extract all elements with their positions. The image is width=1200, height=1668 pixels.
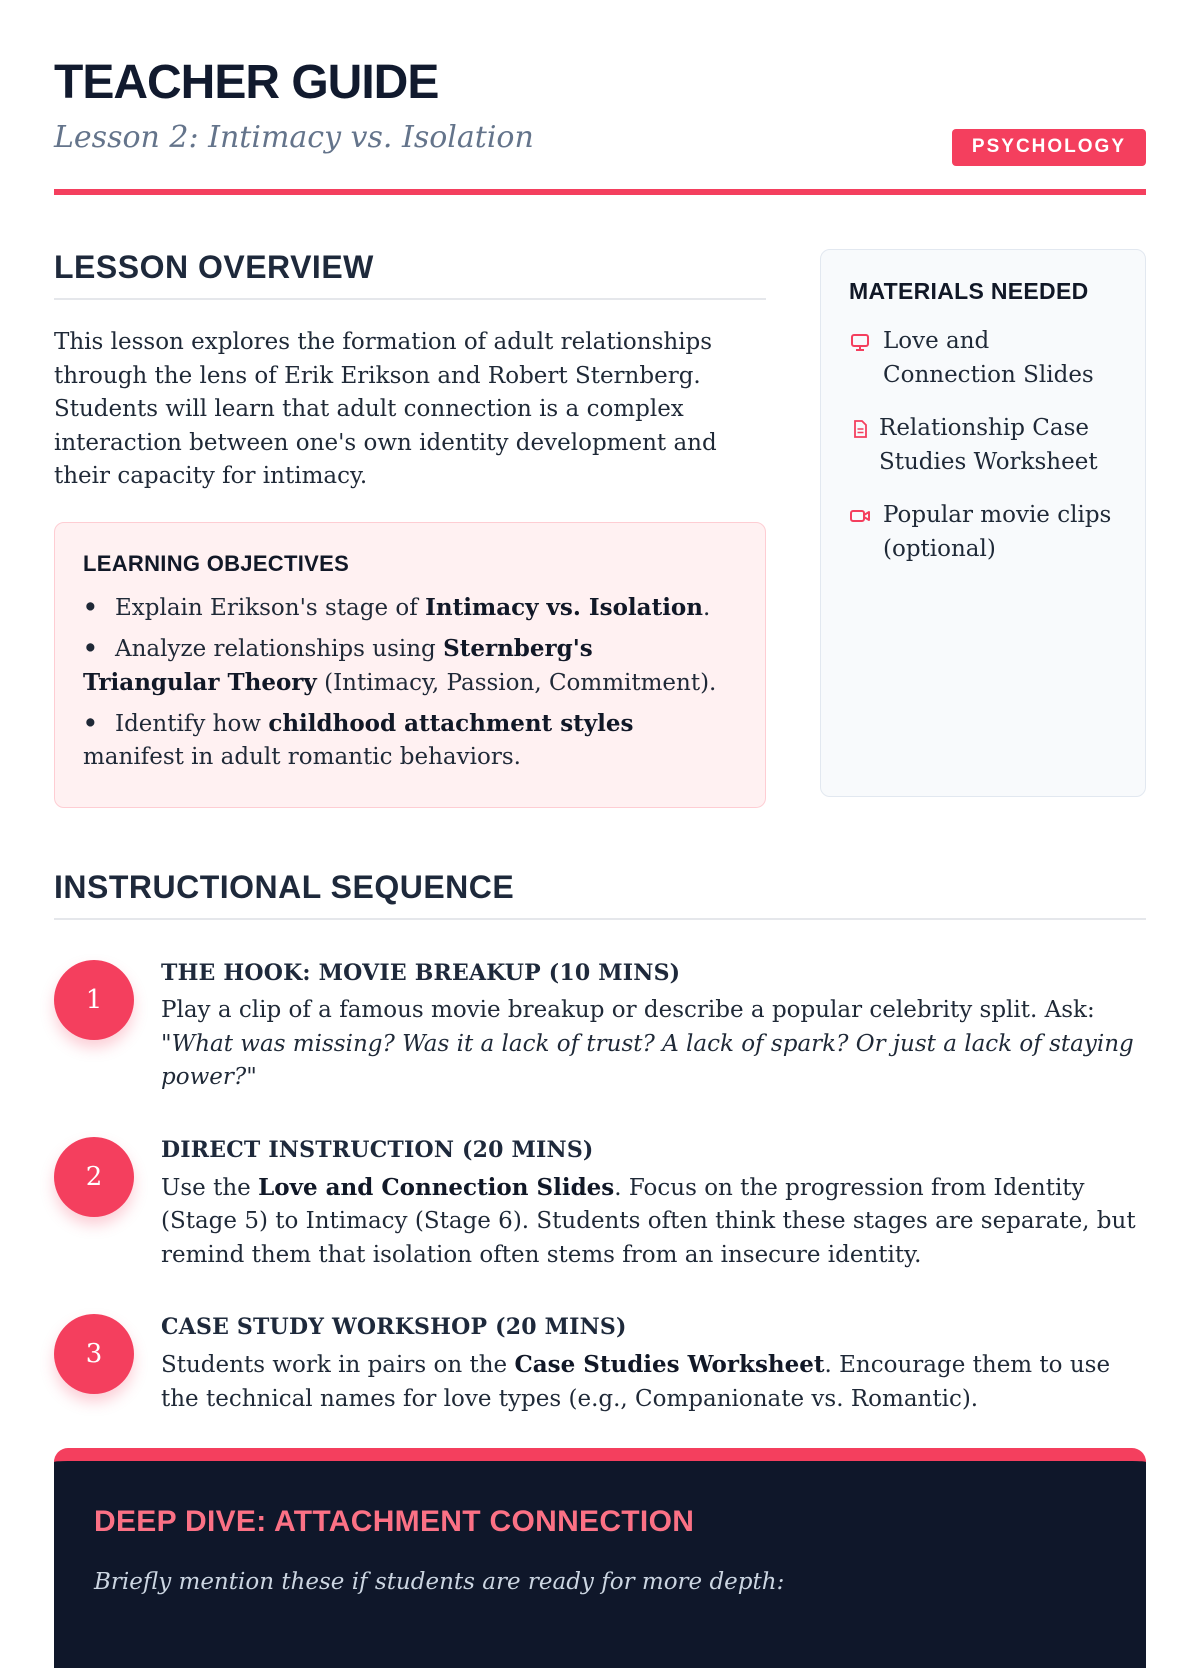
step-body — [161, 1348, 1146, 1416]
page-title: TEACHER GUIDE — [54, 56, 439, 109]
step-body — [161, 1171, 1146, 1273]
material-label: Relationship Case Studies Worksheet — [879, 415, 1098, 475]
step-body-text: Students work in pairs on the — [161, 1352, 515, 1378]
step-body-quote: "What was missing? Was it a lack of trust? A lack of spark? Or just a lack of staying power?" — [161, 1030, 1134, 1090]
step-title: THE HOOK: MOVIE BREAKUP (10 MINS) — [161, 960, 681, 986]
step-number-badge: 3 — [54, 1314, 134, 1394]
deep-dive-panel — [54, 1448, 1146, 1668]
overview-grid — [54, 249, 1146, 869]
lesson-overview-text: This lesson explores the formation of adult relationships through the lens of Erik Erikson and Robert Sternberg. Students will learn that adult connection is a complex interaction between one's own identity development and their capacity for intimacy. — [54, 329, 717, 489]
document-icon — [849, 418, 871, 440]
lesson-subtitle: Lesson 2: Intimacy vs. Isolation — [54, 120, 534, 155]
material-item — [849, 325, 1119, 392]
step-body-emphasis: Case Studies Worksheet — [514, 1351, 825, 1378]
step-body-text-end: . Encourage them to use the technical names for love types (e.g., Companionate vs. Romantic). — [161, 1352, 1111, 1412]
objectives-list — [83, 591, 737, 774]
objective-item — [83, 591, 737, 625]
step-title: CASE STUDY WORKSHOP (20 MINS) — [161, 1314, 627, 1340]
objective-emphasis: childhood attachment styles — [268, 709, 634, 737]
objective-item — [83, 632, 737, 700]
step-number-badge: 1 — [54, 960, 134, 1040]
instructional-sequence-section — [54, 869, 1146, 1416]
material-item — [849, 499, 1119, 566]
objective-emphasis: Sternberg's Triangular Theory — [83, 634, 593, 696]
material-label: Love and Connection Slides — [883, 328, 1094, 388]
materials-heading: MATERIALS NEEDED — [849, 278, 1089, 304]
sequence-step — [54, 1135, 1146, 1273]
objective-item — [83, 707, 737, 774]
material-item — [849, 412, 1119, 479]
material-label: Popular movie clips (optional) — [883, 502, 1112, 562]
objective-text: Analyze relationships using — [115, 635, 444, 662]
objective-text: Explain Erikson's stage of — [115, 594, 426, 621]
objective-emphasis: Intimacy vs. Isolation — [425, 593, 703, 621]
step-number-badge: 2 — [54, 1137, 134, 1217]
subject-badge: PSYCHOLOGY — [952, 129, 1146, 166]
bullet-icon: • — [83, 709, 98, 737]
sequence-step — [54, 958, 1146, 1095]
deep-dive-heading: DEEP DIVE: ATTACHMENT CONNECTION — [94, 1505, 695, 1538]
step-body-text: Use the — [161, 1174, 259, 1201]
bullet-icon: • — [83, 593, 98, 621]
learning-objectives-heading: LEARNING OBJECTIVES — [83, 550, 350, 576]
instructional-sequence-heading: INSTRUCTIONAL SEQUENCE — [54, 869, 1146, 920]
lesson-overview-heading: LESSON OVERVIEW — [54, 249, 766, 300]
header-divider — [54, 189, 1146, 195]
video-icon — [849, 505, 871, 527]
objective-text-end: . — [703, 594, 711, 621]
step-body — [161, 994, 1146, 1095]
objective-text: Identify how — [115, 710, 269, 737]
presentation-icon — [849, 331, 871, 353]
objective-text-end: manifest in adult romantic behaviors. — [83, 743, 521, 770]
step-body-emphasis: Love and Connection Slides — [258, 1173, 615, 1201]
sequence-step — [54, 1312, 1146, 1416]
materials-needed-box — [820, 249, 1146, 797]
step-body-text-end: . Focus on the progression from Identity (Stage 5) to Intimacy (Stage 6). Students often think these stages are separate, but remind them that isolation often stems from an insecure identity. — [161, 1174, 1136, 1268]
deep-dive-intro: Briefly mention these if students are ready for more depth: — [94, 1569, 785, 1595]
header — [54, 0, 1146, 195]
steps-list — [54, 958, 1146, 1416]
learning-objectives-box — [54, 522, 766, 808]
step-body-text: Play a clip of a famous movie breakup or describe a popular celebrity split. Ask: — [161, 997, 1095, 1023]
lesson-overview-section — [54, 249, 766, 808]
objective-text-end: (Intimacy, Passion, Commitment). — [316, 669, 717, 696]
step-title: DIRECT INSTRUCTION (20 MINS) — [161, 1136, 594, 1163]
bullet-icon: • — [83, 634, 98, 662]
